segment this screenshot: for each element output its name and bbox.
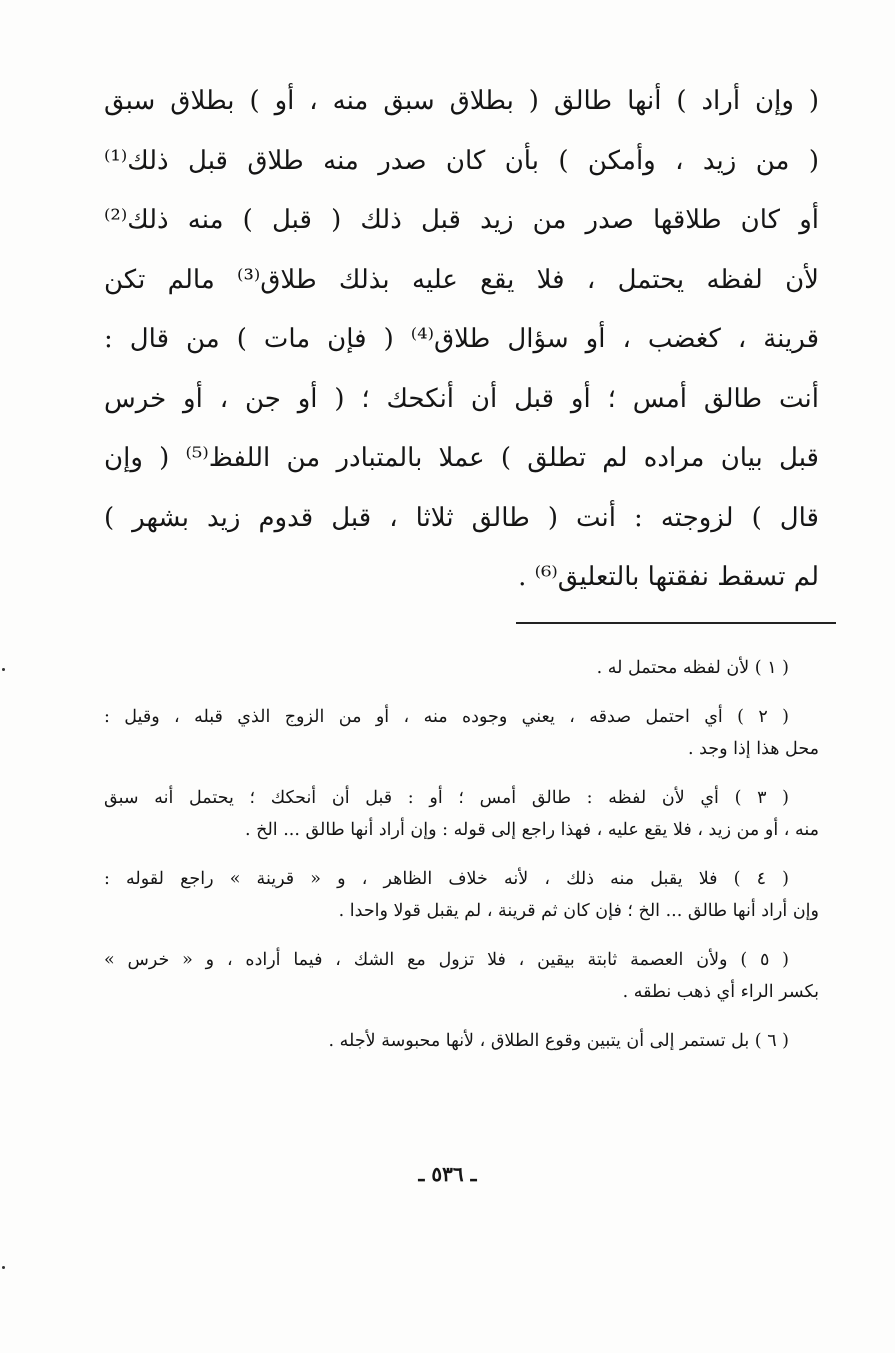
footnote-line: ( ٣ ) أي لأن لفظه : طالق أمس ؛ أو : قبل أن أنحكك ؛ يحتمل أنه سبق (104, 788, 790, 808)
footnote (104, 863, 819, 927)
footnote-line: بكسر الراء أي ذهب نطقه . (622, 982, 819, 1002)
scan-speck (2, 668, 5, 671)
main-text-line: أو كان طلاقها صدر من زيد قبل ذلك ( قبل ) منه ذلك⁽²⁾ (104, 205, 819, 235)
main-text-block (104, 72, 819, 608)
footnote-line: ( ٦ ) بل تستمر إلى أن يتبين وقوع الطلاق ، لأنها محبوسة لأجله . (328, 1031, 789, 1051)
footnote (104, 652, 819, 684)
footnote (104, 782, 819, 846)
main-text-line: أنت طالق أمس ؛ أو قبل أن أنكحك ؛ ( أو جن ، أو خرس (104, 383, 819, 414)
page-number: ـ ٥٣٦ ـ (418, 1162, 477, 1186)
footnote-line: ( ٥ ) ولأن العصمة ثابتة بيقين ، فلا تزول مع الشك ، فيما أراده ، و « خرس » (104, 950, 790, 970)
main-text-line: قرينة ، كغضب ، أو سؤال طلاق⁽⁴⁾ ( فإن مات ) من قال : (104, 324, 820, 354)
main-text-line: قبل بيان مراده لم تطلق ) عملا بالمتبادر من اللفظ⁽⁵⁾ ( وإن (104, 443, 819, 473)
main-text-line: لم تسقط نفقتها بالتعليق⁽⁶⁾ . (518, 562, 819, 592)
footnotes-block (104, 652, 819, 1074)
scan-speck (2, 1266, 5, 1269)
footnote-line: ( ٤ ) فلا يقبل منه ذلك ، لأنه خلاف الظاهر ، و « قرينة » راجع لقوله : (104, 869, 790, 889)
main-text-line: قال ) لزوجته : أنت ( طالق ثلاثا ، قبل قدوم زيد بشهر ) (104, 502, 819, 533)
main-text-line: ( وإن أراد ) أنها طالق ( بطلاق سبق منه ، أو ) بطلاق سبق (104, 86, 819, 116)
footnote-line: محل هذا إذا وجد . (688, 739, 819, 759)
footnote-line: وإن أراد أنها طالق ... الخ ؛ فإن كان ثم قرينة ، لم يقبل قولا واحدا . (338, 901, 819, 921)
main-text-line: ( من زيد ، وأمكن ) بأن كان صدر منه طلاق قبل ذلك⁽¹⁾ (104, 145, 819, 176)
footnote-divider (516, 622, 836, 624)
footnote (104, 1025, 819, 1057)
main-text-line: لأن لفظه يحتمل ، فلا يقع عليه بذلك طلاق⁽³⁾ مالم تكن (104, 264, 819, 295)
footnote-line: منه ، أو من زيد ، فلا يقع عليه ، فهذا راجع إلى قوله : وإن أراد أنها طالق ... الخ . (245, 820, 819, 840)
footnote (104, 944, 819, 1008)
footnote-line: ( ٢ ) أي احتمل صدقه ، يعني وجوده منه ، أو من الزوج الذي قبله ، وقيل : (104, 707, 790, 727)
footnote-line: ( ١ ) لأن لفظه محتمل له . (596, 658, 789, 678)
footnote (104, 701, 819, 765)
